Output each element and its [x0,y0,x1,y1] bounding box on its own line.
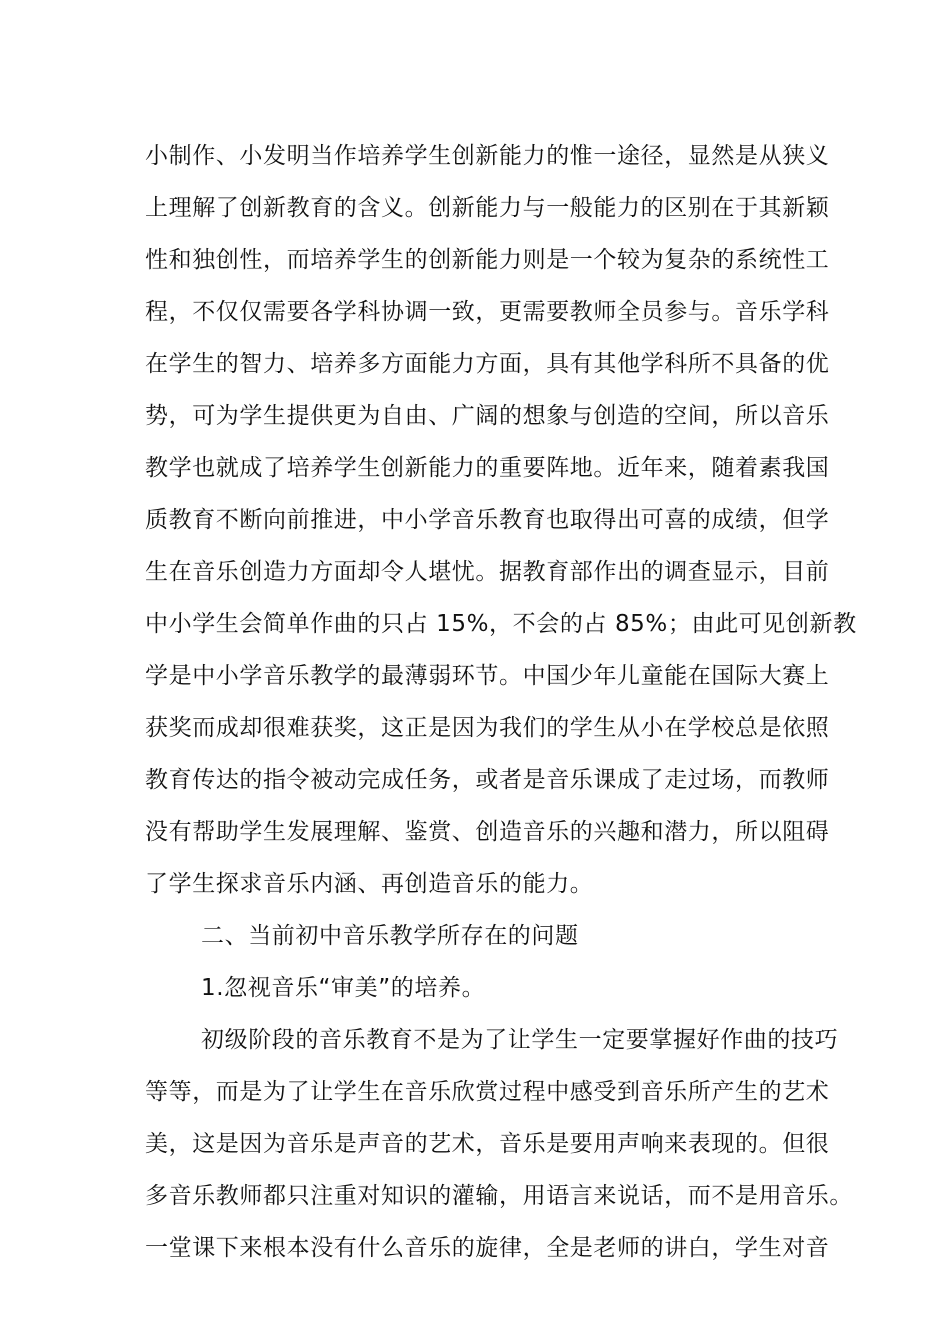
subsection-heading: 1.忽视音乐“审美”的培养。 [201,975,486,1001]
paragraph-line: 中小学生会简单作曲的只占 15%，不会的占 85%；由此可见创新教 [145,611,857,637]
paragraph-line: 势，可为学生提供更为自由、广阔的想象与创造的空间，所以音乐 [145,403,830,429]
paragraph-line: 教学也就成了培养学生创新能力的重要阵地。近年来，随着素我国 [145,455,830,481]
paragraph-line: 获奖而成却很难获奖，这正是因为我们的学生从小在学校总是依照 [145,715,830,741]
paragraph-line: 教育传达的指令被动完成任务，或者是音乐课成了走过场，而教师 [145,767,830,793]
paragraph-line: 初级阶段的音乐教育不是为了让学生一定要掌握好作曲的技巧 [201,1027,839,1053]
paragraph-line: 等等，而是为了让学生在音乐欣赏过程中感受到音乐所产生的艺术 [145,1079,830,1105]
paragraph-line: 质教育不断向前推进，中小学音乐教育也取得出可喜的成绩，但学 [145,507,830,533]
paragraph-line: 上理解了创新教育的含义。创新能力与一般能力的区别在于其新颖 [145,195,830,221]
paragraph-line: 小制作、小发明当作培养学生创新能力的惟一途径，显然是从狭义 [145,143,830,169]
paragraph-line: 生在音乐创造力方面却令人堪忧。据教育部作出的调查显示，目前 [145,559,830,585]
paragraph-line: 多音乐教师都只注重对知识的灌输，用语言来说话，而不是用音乐。 [145,1183,853,1209]
paragraph-line: 性和独创性，而培养学生的创新能力则是一个较为复杂的系统性工 [145,247,830,273]
paragraph-line: 在学生的智力、培养多方面能力方面，具有其他学科所不具备的优 [145,351,830,377]
paragraph-line: 没有帮助学生发展理解、鉴赏、创造音乐的兴趣和潜力，所以阻碍 [145,819,830,845]
paragraph-line: 美，这是因为音乐是声音的艺术，音乐是要用声响来表现的。但很 [145,1131,830,1157]
paragraph-line: 了学生探求音乐内涵、再创造音乐的能力。 [145,871,594,897]
section-heading: 二、当前初中音乐教学所存在的问题 [201,923,579,949]
paragraph-line: 程，不仅仅需要各学科协调一致，更需要教师全员参与。音乐学科 [145,299,830,325]
paragraph-line: 一堂课下来根本没有什么音乐的旋律，全是老师的讲白，学生对音 [145,1235,830,1261]
paragraph-line: 学是中小学音乐教学的最薄弱环节。中国少年儿童能在国际大赛上 [145,663,830,689]
